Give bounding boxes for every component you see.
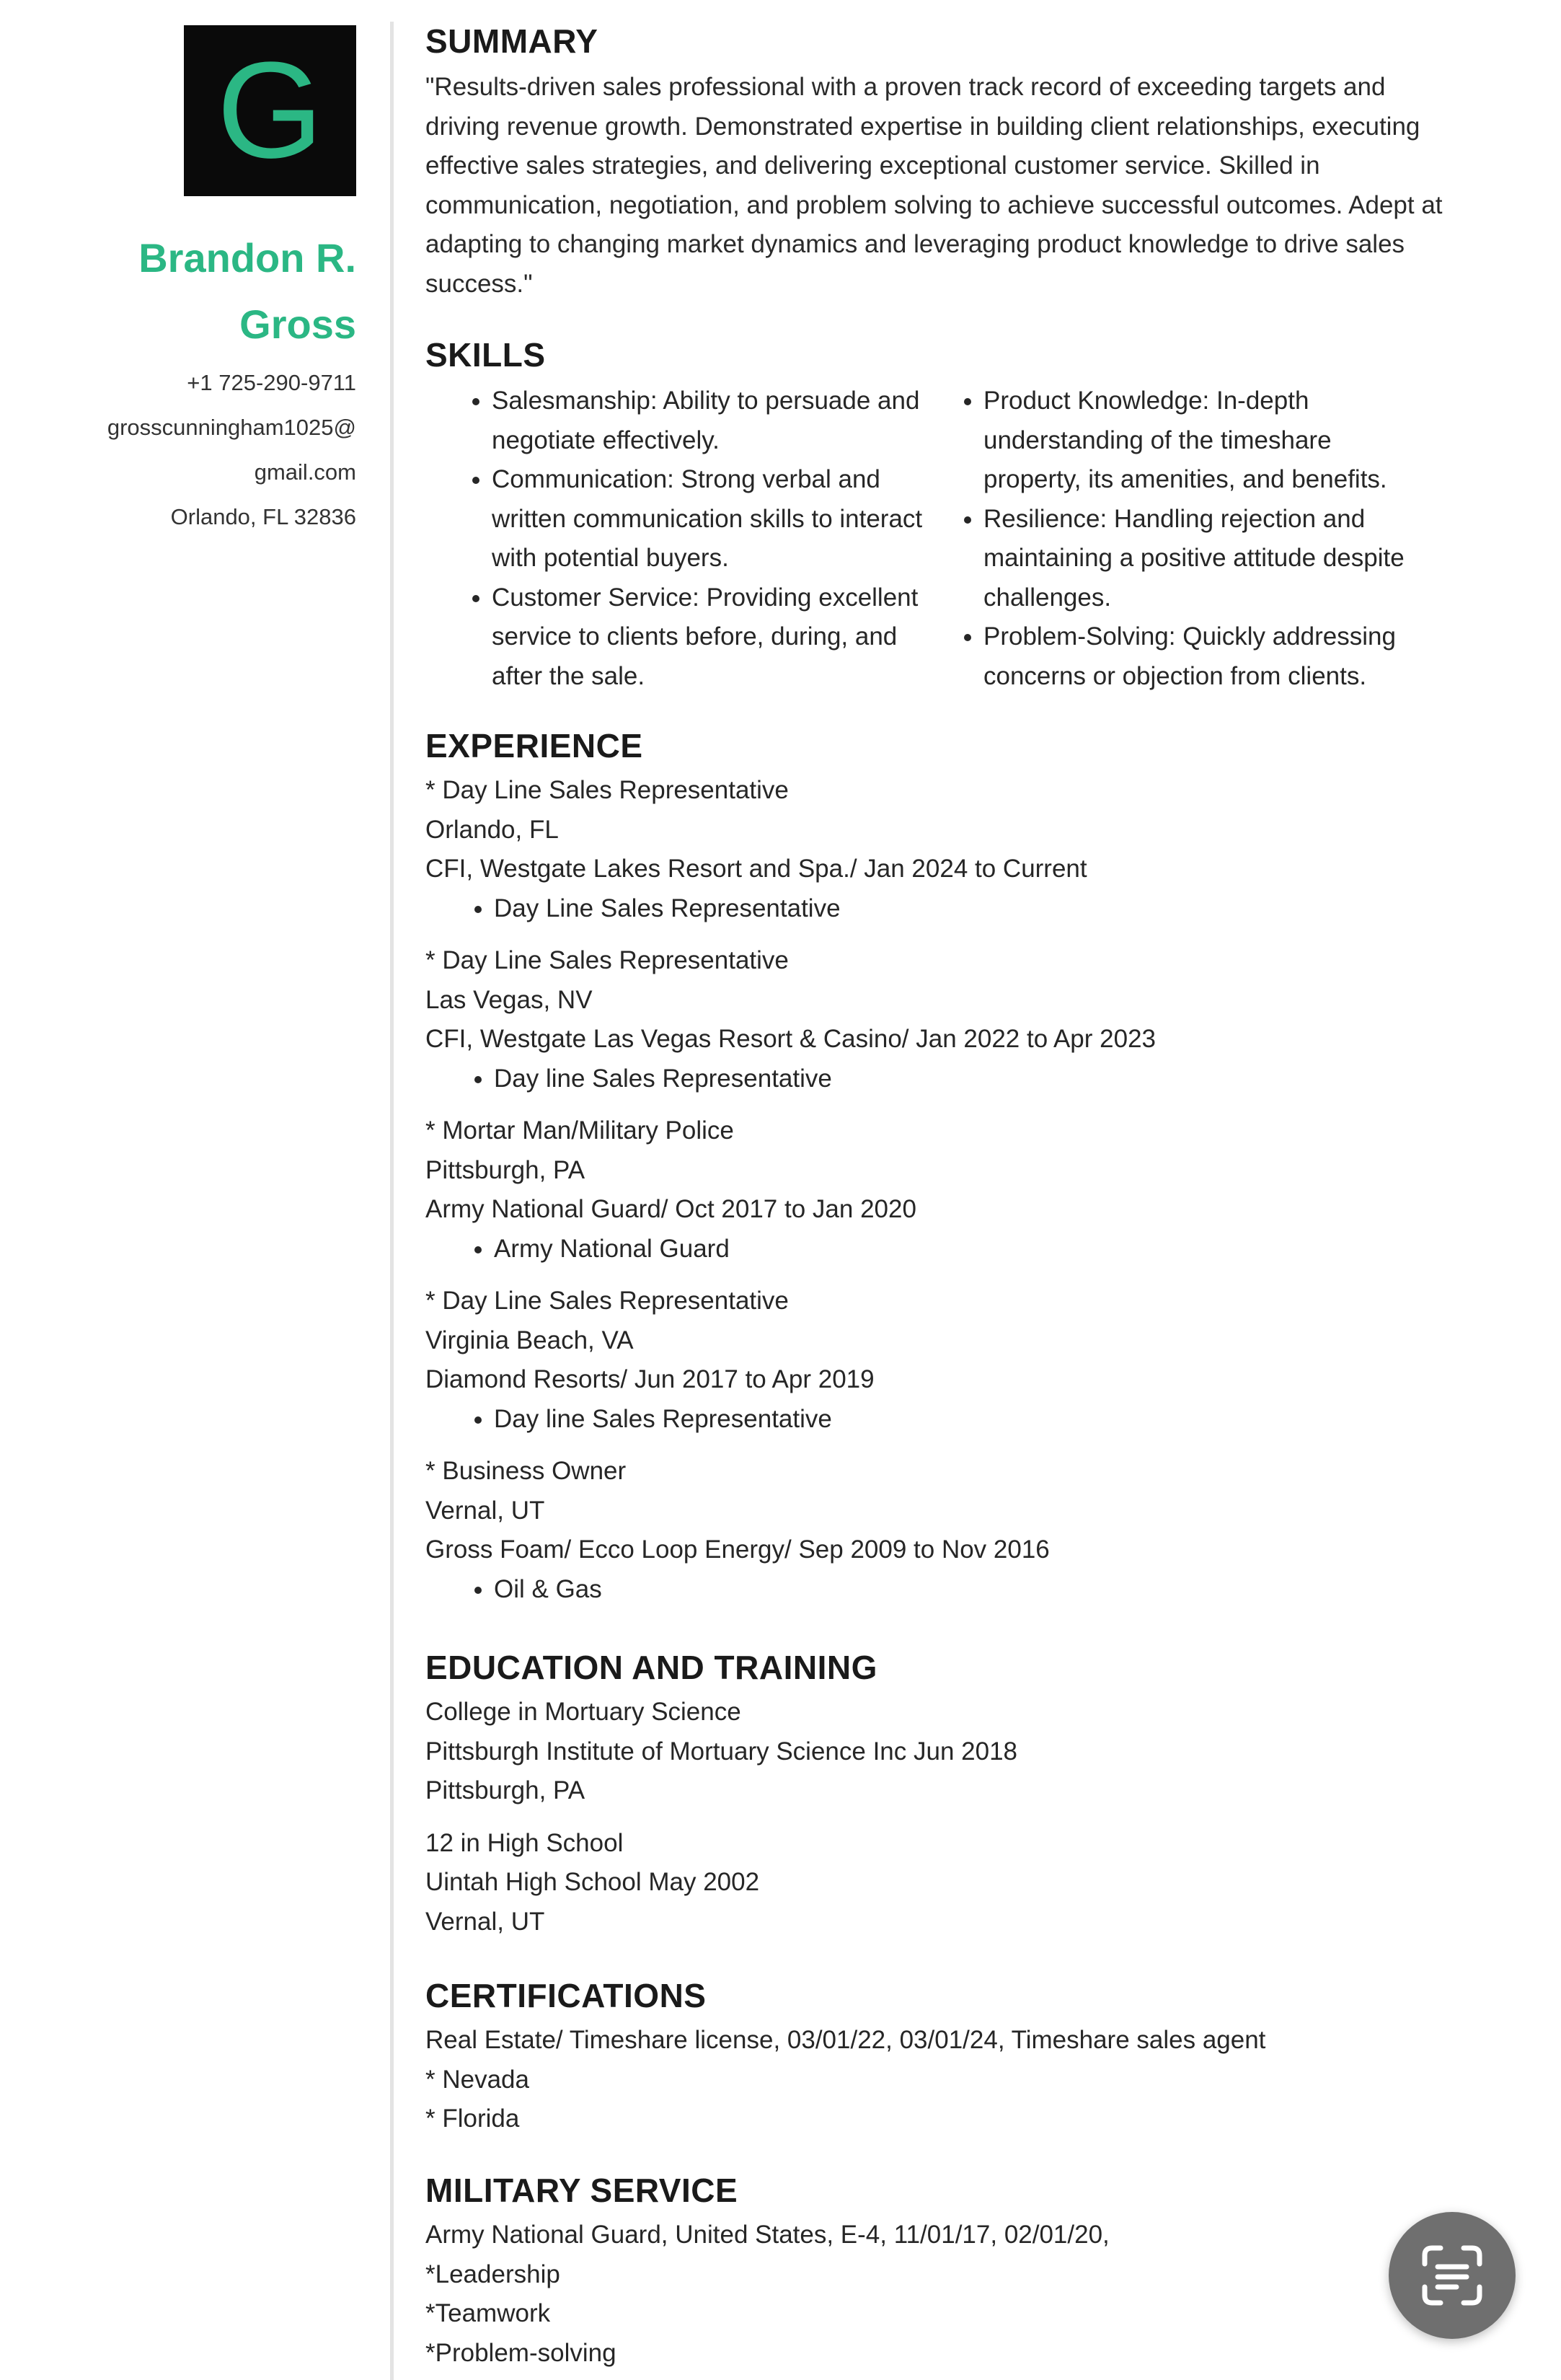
job-title: * Day Line Sales Representative (425, 1287, 789, 1315)
job-bullet: • Army National Guard (494, 1230, 1456, 1269)
job-bullets (425, 889, 1456, 929)
military-line: *Problem-solving (425, 2338, 616, 2367)
email-line-1: grosscunningham1025@ (107, 415, 356, 440)
skills-column-1 (425, 382, 924, 696)
job-location: Pittsburgh, PA (425, 1155, 585, 1184)
education-degree: College in Mortuary Science (425, 1698, 741, 1726)
certification-line: Real Estate/ Timeshare license, 03/01/22, 03/01/24, Timeshare sales agent (425, 2026, 1266, 2054)
location: Orlando, FL 32836 (170, 504, 356, 529)
job-bullets (425, 1570, 1456, 1610)
experience-section (425, 726, 1456, 1609)
skill-item: • Salesmanship: Ability to persuade and negotiate effectively. (492, 382, 924, 460)
job-title: * Day Line Sales Representative (425, 776, 789, 804)
sidebar (0, 0, 368, 2380)
vertical-divider (390, 22, 394, 2380)
skill-item: • Resilience: Handling rejection and maintaining a positive attitude despite challenges. (983, 500, 1416, 618)
experience-entry (425, 1452, 1456, 1609)
military-line: Army National Guard, United States, E-4, 11/01/17, 02/01/20, (425, 2221, 1110, 2249)
military-line: *Leadership (425, 2260, 560, 2288)
experience-entry (425, 941, 1456, 1098)
summary-section (425, 22, 1456, 304)
job-location: Vernal, UT (425, 1496, 545, 1525)
military-heading: MILITARY SERVICE (425, 2172, 738, 2209)
job-title: * Business Owner (425, 1457, 627, 1485)
education-location: Pittsburgh, PA (425, 1776, 585, 1804)
job-company: CFI, Westgate Las Vegas Resort & Casino/ Jan 2022 to Apr 2023 (425, 1025, 1157, 1053)
summary-text: "Results-driven sales professional with a proven track record of exceeding targets and driving revenue growth. Demonstrated expertise in building client relationships, executing effective sales strategies, and delivering exceptional customer service. Skilled in communication, negotiation, and problem solving to achieve successful outcomes. Adept at adapting to changing market dynamics and leveraging product knowledge to drive sales success." (425, 73, 1443, 298)
education-location: Vernal, UT (425, 1907, 545, 1936)
job-bullets (425, 1230, 1456, 1269)
skill-item: • Problem-Solving: Quickly addressing concerns or objection from clients. (983, 617, 1416, 696)
job-title: * Day Line Sales Representative (425, 946, 789, 974)
phone-number: +1 725-290-9711 (187, 370, 356, 395)
name-first: Brandon R. (138, 235, 356, 281)
certifications-heading: CERTIFICATIONS (425, 1977, 707, 2014)
education-section (425, 1648, 1456, 1942)
text-scan-button[interactable] (1389, 2212, 1516, 2339)
military-line: *Teamwork (425, 2299, 551, 2327)
job-location: Orlando, FL (425, 815, 559, 844)
job-bullet: • Day Line Sales Representative (494, 889, 1456, 929)
job-company: Diamond Resorts/ Jun 2017 to Apr 2019 (425, 1365, 875, 1393)
job-company: CFI, Westgate Lakes Resort and Spa./ Jan 2024 to Current (425, 855, 1087, 883)
skill-item: • Communication: Strong verbal and written communication skills to interact with potential buyers. (492, 460, 924, 578)
summary-heading: SUMMARY (425, 22, 598, 60)
experience-entry (425, 771, 1456, 928)
job-bullet: • Oil & Gas (494, 1570, 1456, 1610)
skill-item: • Product Knowledge: In-depth understanding of the timeshare property, its amenities, and benefits. (983, 382, 1416, 500)
skills-columns (425, 382, 1456, 696)
job-company: Army National Guard/ Oct 2017 to Jan 2020 (425, 1195, 916, 1223)
job-bullet: • Day line Sales Representative (494, 1059, 1456, 1099)
experience-entry (425, 1111, 1456, 1269)
email-line-2: gmail.com (254, 459, 356, 485)
job-company: Gross Foam/ Ecco Loop Energy/ Sep 2009 to Nov 2016 (425, 1535, 1050, 1564)
education-school: Pittsburgh Institute of Mortuary Science Inc Jun 2018 (425, 1737, 1017, 1766)
skills-section (425, 335, 1456, 696)
education-heading: EDUCATION AND TRAINING (425, 1649, 877, 1686)
certifications-section (425, 1976, 1456, 2139)
candidate-name (138, 225, 356, 358)
name-last: Gross (239, 301, 356, 347)
job-title: * Mortar Man/Military Police (425, 1116, 734, 1145)
text-scan-icon (1418, 2241, 1487, 2310)
certifications-list (425, 2021, 1456, 2139)
certification-line: * Florida (425, 2104, 520, 2133)
job-bullets (425, 1400, 1456, 1440)
education-school: Uintah High School May 2002 (425, 1868, 760, 1896)
skill-item: • Customer Service: Providing excellent service to clients before, during, and after the sale. (492, 578, 924, 697)
education-entry (425, 1824, 1456, 1942)
monogram-logo: G (184, 25, 356, 196)
skills-column-2 (924, 382, 1416, 696)
education-entry (425, 1693, 1456, 1811)
contact-info (107, 361, 356, 539)
education-degree: 12 in High School (425, 1828, 624, 1857)
military-section (425, 2171, 1456, 2373)
skills-heading: SKILLS (425, 336, 546, 374)
job-location: Virginia Beach, VA (425, 1326, 634, 1354)
certification-line: * Nevada (425, 2065, 529, 2094)
job-location: Las Vegas, NV (425, 985, 593, 1014)
job-bullets (425, 1059, 1456, 1099)
experience-entry (425, 1282, 1456, 1439)
job-bullet: • Day line Sales Representative (494, 1400, 1456, 1440)
military-list (425, 2216, 1456, 2373)
experience-heading: EXPERIENCE (425, 727, 643, 764)
